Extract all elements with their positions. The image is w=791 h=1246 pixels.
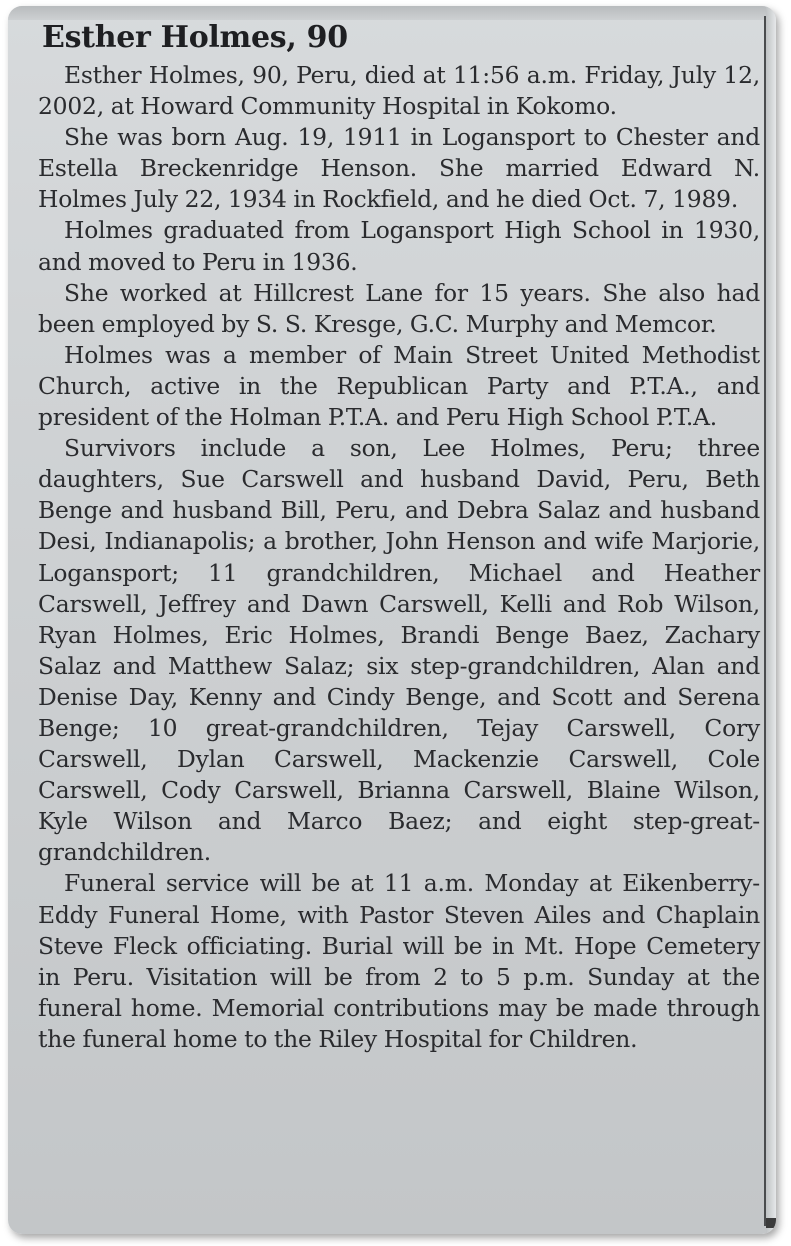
corner-mark <box>766 1218 776 1228</box>
paragraph-memberships: Holmes was a member of Main Street United Methodist Church, active in the Republican Party and P.T.A., and president of the Holman P.T.A. and Peru High School P.T.A. <box>38 340 760 432</box>
paragraph-education: Holmes graduated from Logansport High School in 1930, and moved to Peru in 1936. <box>38 216 760 276</box>
page-edge <box>766 6 776 1234</box>
paragraph-funeral: Funeral service will be at 11 a.m. Monday at Eikenberry-Eddy Funeral Home, with Pastor Steven Ailes and Chaplain Steve Fleck officiating. Burial will be in Mt. Hope Cemetery in Peru. Visitation will be from 2 to 5 p.m. Sunday at the funeral home. Memorial contributions may be made through the funeral home to the Riley Hospital for Children. <box>38 869 760 1053</box>
paragraph-survivors: Survivors include a son, Lee Holmes, Peru; three daughters, Sue Carswell and husband David, Peru, Beth Benge and husband Bill, Peru, and Debra Salaz and husband Desi, Indianapolis; a brother, John Henson and wife Marjorie, Logansport; 11 grandchildren, Michael and Heather Carswell, Jeffrey and Dawn Carswell, Kelli and Rob Wilson, Ryan Holmes, Eric Holmes, Brandi Benge Baez, Zachary Salaz and Matthew Salaz; six step-grandchildren, Alan and Denise Day, Kenny and Cindy Benge, and Scott and Serena Benge; 10 great-grandchildren, Tejay Carswell, Cory Carswell, Dylan Carswell, Mackenzie Carswell, Cole Carswell, Cody Carswell, Brianna Carswell, Blaine Wilson, Kyle Wilson and Marco Baez; and eight step-great-grandchildren. <box>38 434 760 867</box>
paragraph-birth-marriage: She was born Aug. 19, 1911 in Logansport to Chester and Estella Breckenridge Henson. She married Edward N. Holmes July 22, 1934 in Rockfield, and he died Oct. 7, 1989. <box>38 123 760 214</box>
newspaper-clipping-photo <box>8 6 776 1234</box>
obituary-article <box>38 18 760 1055</box>
headline: Esther Holmes, 90 <box>42 20 348 55</box>
paragraph-death-notice: Esther Holmes, 90, Peru, died at 11:56 a.m. Friday, July 12, 2002, at Howard Community Hospital in Kokomo. <box>38 61 760 121</box>
paragraph-employment: She worked at Hillcrest Lane for 15 years. She also had been employed by S. S. Kresge, G.C. Murphy and Memcor. <box>38 278 760 338</box>
